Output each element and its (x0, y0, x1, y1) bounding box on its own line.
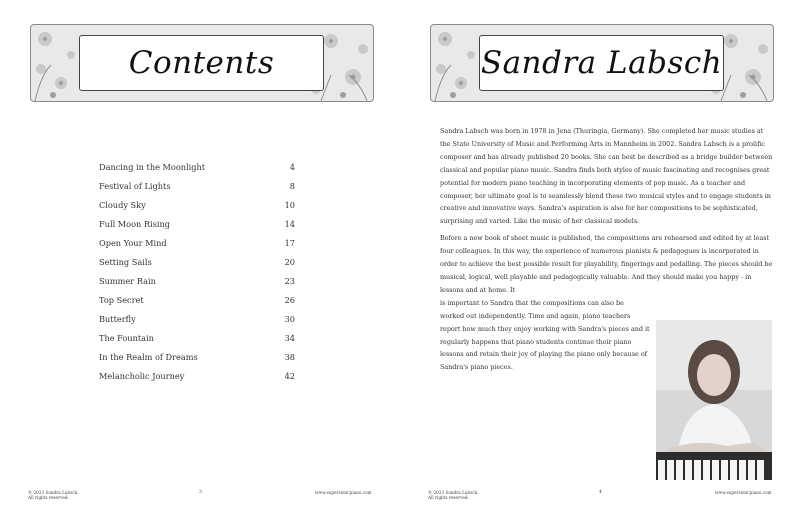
toc-page: 38 (284, 352, 295, 362)
toc-page: 14 (284, 219, 295, 229)
toc-title: Melancholic Journey (99, 371, 185, 381)
contents-title: Contents (128, 45, 275, 81)
toc-row[interactable] (99, 177, 295, 196)
contents-title-box (79, 35, 324, 91)
website-link[interactable]: www.supersonicpiano.com (315, 490, 372, 495)
toc-row[interactable] (99, 215, 295, 234)
copyright-notice (428, 490, 479, 501)
copyright-notice (28, 490, 79, 501)
rights-line: All rights reserved. (428, 495, 469, 501)
toc-title: In the Realm of Dreams (99, 352, 198, 362)
bio-paragraph: Sandra Labsch was born in 1978 in Jena (Thuringia, Germany). She completed her music studies at the State University of Music and Performing Arts in Mannheim in 2002. Sandra Labsch is a prolific composer and has already published 20 books. She can best be described as a bridge builder between classical and popular piano music. Sandra finds both styles of music fascinating and recognises great potential for modern piano teaching in incorporating elements of pop music. As a teacher and composer, her ultimate goal is to seamlessly blend these two musical styles and to engage students in creative and innovative ways. Sandra's aspiration is also for her compositions to be sophisticated, surprising and varied. Like the music of her classical models. (440, 127, 773, 226)
toc-title: Festival of Lights (99, 181, 171, 191)
author-photo (656, 320, 772, 480)
toc-page: 34 (284, 333, 295, 343)
toc-row[interactable] (99, 196, 295, 215)
toc-row[interactable] (99, 367, 295, 386)
toc-page: 42 (284, 371, 295, 381)
toc-row[interactable] (99, 234, 295, 253)
toc-page: 26 (284, 295, 295, 305)
toc-title: Setting Sails (99, 257, 152, 267)
table-of-contents (99, 158, 295, 386)
rights-line: All rights reserved. (28, 495, 69, 501)
toc-row[interactable] (99, 253, 295, 272)
toc-page: 20 (284, 257, 295, 267)
author-title: Sandra Labsch (480, 45, 723, 81)
copyright-line: © 2023 Sandra Labsch. (28, 490, 79, 495)
page-number: 4 (599, 490, 602, 495)
right-page (400, 0, 800, 518)
toc-row[interactable] (99, 329, 295, 348)
toc-page: 23 (284, 276, 295, 286)
author-title-box (479, 35, 724, 91)
portrait-photo-icon (656, 320, 772, 480)
toc-page: 8 (289, 181, 295, 191)
bio-paragraph: Before a new book of sheet music is published, the compositions are rehearsed and edited by at least four colleagues. In this way, the experience of numerous pianists & pedagogues is incorporated in order to achieve the best possible result for playability, fingerings and pedalling. The pieces should be musical, logical, well playable and pedagogically valuable. And they should make you happy - in lessons and at home. It (440, 234, 773, 294)
toc-title: Summer Rain (99, 276, 156, 286)
copyright-line: © 2023 Sandra Labsch. (428, 490, 479, 495)
toc-title: Cloudy Sky (99, 200, 146, 210)
toc-page: 10 (284, 200, 295, 210)
page-number: 3 (199, 490, 202, 495)
toc-title: Butterfly (99, 314, 136, 324)
toc-title: Full Moon Rising (99, 219, 171, 229)
toc-page: 4 (289, 162, 295, 172)
website-link[interactable]: www.supersonicpiano.com (715, 490, 772, 495)
toc-title: Open Your Mind (99, 238, 167, 248)
toc-title: The Fountain (99, 333, 154, 343)
toc-row[interactable] (99, 272, 295, 291)
toc-row[interactable] (99, 310, 295, 329)
toc-row[interactable] (99, 158, 295, 177)
toc-row[interactable] (99, 291, 295, 310)
toc-row[interactable] (99, 348, 295, 367)
toc-page: 17 (284, 238, 295, 248)
author-banner (430, 24, 774, 102)
toc-page: 30 (284, 314, 295, 324)
toc-title: Dancing in the Moonlight (99, 162, 206, 172)
contents-banner (30, 24, 374, 102)
bio-paragraph: is important to Sandra that the compositions can also be worked out independently. Time and again, piano teachers report how much they enjoy working with Sandra's pieces and it regularly happens that piano students continue their piano lessons and retain their joy of playing the piano only because of Sandra's piano pieces. (440, 298, 650, 372)
toc-title: Top Secret (99, 295, 144, 305)
